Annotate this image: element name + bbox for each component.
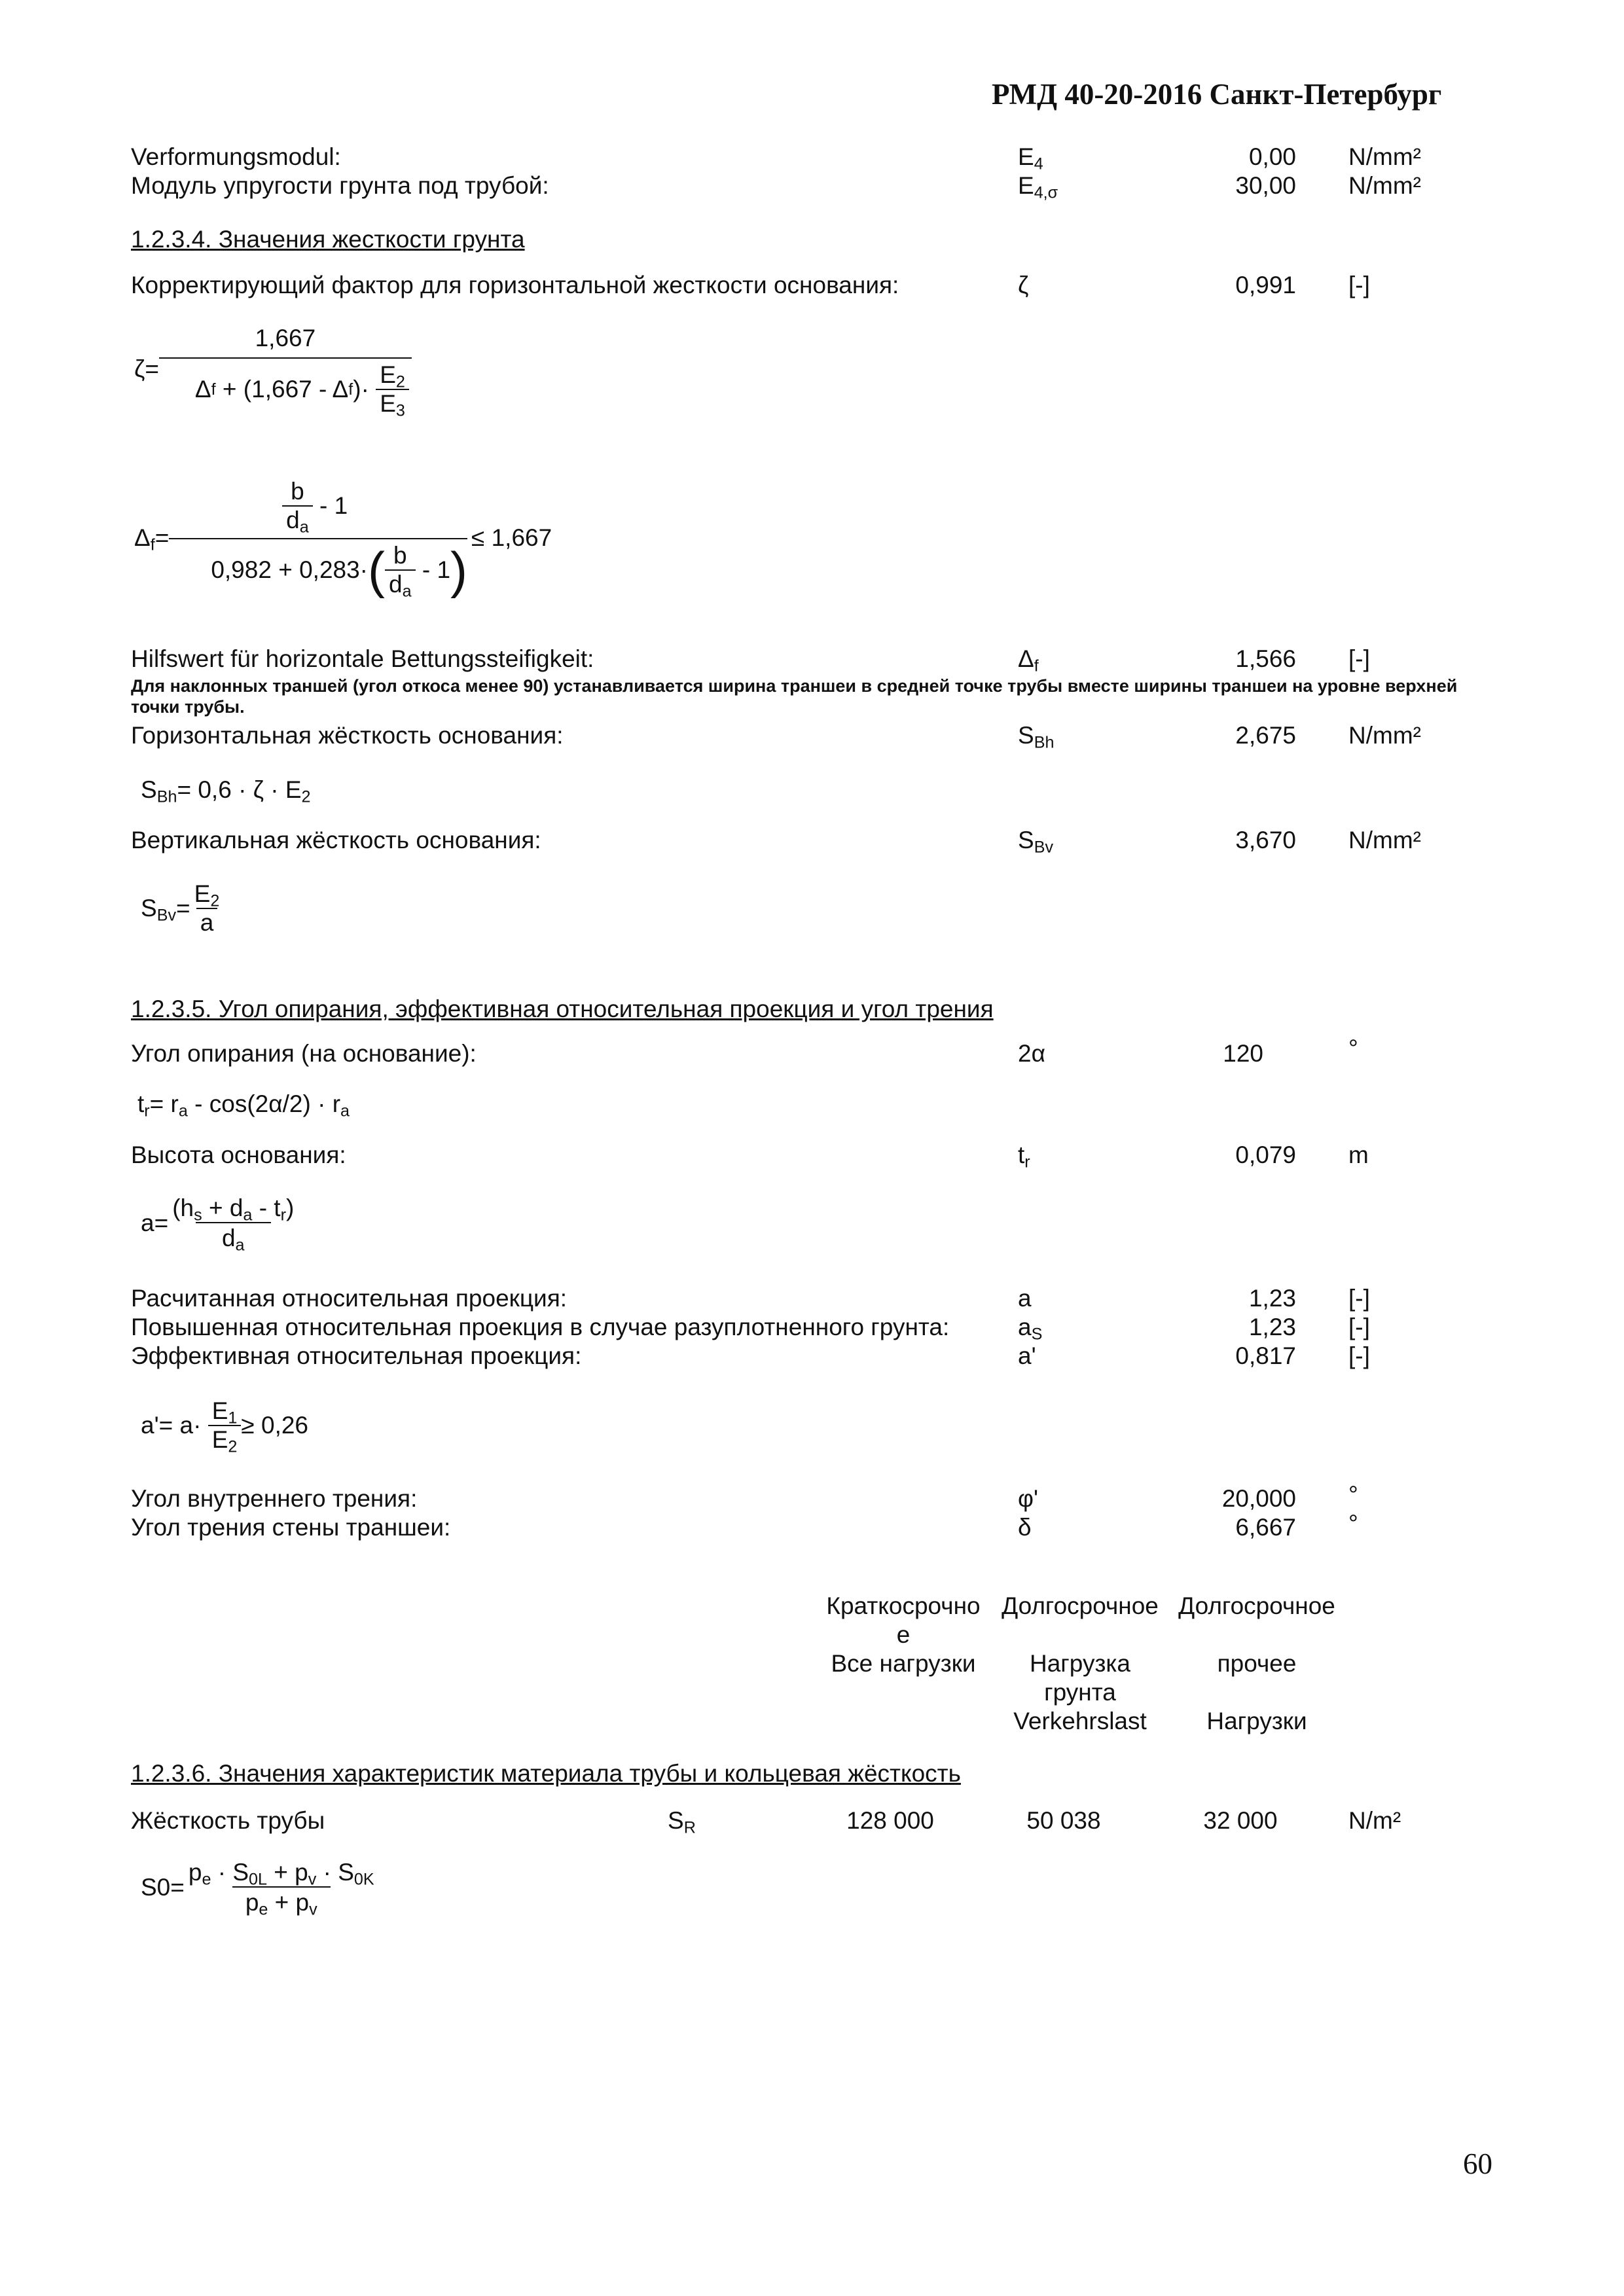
row-symbol: $S_{Bh}$ [1018, 722, 1055, 752]
row-label: Угол опирания (на основание): [131, 1040, 477, 1067]
row-unit: [-] [1348, 1314, 1370, 1340]
row-value: 30,00 [1235, 172, 1296, 199]
row-label: Угол трения стены траншеи: [131, 1514, 451, 1541]
a-eff-formula: a'= a· $\frac{E_1}{E_2}$ ≥ 0,26 [141, 1397, 309, 1456]
note-text: Для наклонных траншей (угол откоса менее 90) устанавливается ширина траншеи в средней точке трубы вместе ширины траншеи на уровне верхней точки трубы. [131, 676, 1458, 717]
load-column-header: Краткосрочно е Все нагрузки [826, 1592, 981, 1677]
row-unit: N/m² [1348, 1807, 1401, 1834]
row-value: 0,00 [1248, 143, 1296, 170]
row-unit: ° [1348, 1481, 1358, 1508]
row-unit: [-] [1348, 1285, 1370, 1312]
row-value: 0,817 [1235, 1342, 1296, 1369]
row-value: 0,991 [1235, 272, 1296, 298]
row-unit: N/mm² [1348, 143, 1421, 170]
row-symbol: $E_4$ [1018, 143, 1043, 173]
document-header: РМД 40-20-2016 Санкт-Петербург [992, 78, 1442, 111]
row-value: 1,23 [1248, 1314, 1296, 1340]
row-unit: [-] [1348, 272, 1370, 298]
tr-formula: $t_r= r_a - \cos(2\alpha/2) \cdot r_a$ [137, 1090, 350, 1121]
row-label: Verformungsmodul: [131, 143, 341, 170]
row-symbol: $t_r$ [1018, 1141, 1030, 1172]
row-unit: [-] [1348, 1342, 1370, 1369]
row-label: Жёсткость трубы [131, 1807, 325, 1834]
row-symbol: a' [1018, 1342, 1036, 1369]
row-symbol: $S_{Bv}$ [1018, 827, 1054, 857]
sbh-formula: $S_{Bh}= 0,6 \cdot \zeta \cdot E_2$ [141, 776, 311, 806]
zeta-formula: ζ= 1,667 Δ f + (1,667 - Δ f )· $\frac{E_2}{E_3}$ [134, 321, 412, 418]
row-value: 0,079 [1235, 1141, 1296, 1168]
row-value: 1,566 [1235, 645, 1296, 672]
row-value: 120 [1223, 1040, 1263, 1067]
delta-formula: $\Delta_f=$ $\frac{b}{d_a}$ - 1 0,982 + 0,283· ( $\frac{b}{d_a}$ - 1 ) ≤ 1,667 [134, 478, 552, 601]
load-column-header: Долгосрочное Нагрузка грунта Verkehrslast [1001, 1592, 1159, 1734]
row-label: Эффективная относительная проекция: [131, 1342, 582, 1369]
row-symbol: δ [1018, 1514, 1032, 1541]
row-label: Горизонтальная жёсткость основания: [131, 722, 564, 749]
row-unit: N/mm² [1348, 722, 1421, 749]
row-label: Высота основания: [131, 1141, 346, 1168]
row-symbol: $E_{4,\sigma}$ [1018, 172, 1058, 202]
section-heading: 1.2.3.6. Значения характеристик материала трубы и кольцевая жёсткость [131, 1760, 961, 1787]
row-value: 20,000 [1221, 1485, 1296, 1512]
row-label: Повышенная относительная проекция в случае разуплотненного грунта: [131, 1314, 950, 1340]
page-number: 60 [1463, 2147, 1492, 2180]
sbv-formula: $S_{Bv}=$ $\frac{E_2}{a}$ [141, 880, 220, 936]
row-value: 50 038 [1026, 1807, 1101, 1834]
row-value: 6,667 [1235, 1514, 1296, 1541]
row-value: 32 000 [1203, 1807, 1278, 1834]
row-value: 2,675 [1235, 722, 1296, 749]
row-symbol: $S_R$ [668, 1807, 696, 1837]
row-unit: [-] [1348, 645, 1370, 672]
row-unit: m [1348, 1141, 1369, 1168]
row-symbol: $\Delta_f$ [1018, 645, 1039, 675]
row-symbol: ζ [1018, 272, 1029, 298]
row-value: 128 000 [846, 1807, 934, 1834]
row-symbol: φ' [1018, 1485, 1039, 1512]
row-unit: N/mm² [1348, 172, 1421, 199]
row-label: Расчитанная относительная проекция: [131, 1285, 568, 1312]
a-formula: a= $\frac{(h_s + d_a - t_r)}{d_a}$ [141, 1194, 295, 1255]
row-label: Вертикальная жёсткость основания: [131, 827, 541, 853]
load-column-header: Долгосрочное прочее Нагрузки [1178, 1592, 1335, 1734]
row-label: Корректирующий фактор для горизонтальной жесткости основания: [131, 272, 899, 298]
row-symbol: a [1018, 1285, 1032, 1312]
section-heading: 1.2.3.5. Угол опирания, эффективная относительная проекция и угол трения [131, 996, 994, 1022]
row-label: Hilfswert für horizontale Bettungssteifigkeit: [131, 645, 594, 672]
section-heading: 1.2.3.4. Значения жесткости грунта [131, 226, 525, 253]
row-symbol: $a_S$ [1018, 1314, 1043, 1344]
row-value: 1,23 [1248, 1285, 1296, 1312]
row-unit: N/mm² [1348, 827, 1421, 853]
row-label: Модуль упругости грунта под трубой: [131, 172, 549, 199]
s0-formula: S0= $\frac{p_e \cdot S_{0L} + p_v \cdot S_{0K}}{p_e + p_v}$ [141, 1859, 374, 1919]
row-label: Угол внутреннего трения: [131, 1485, 418, 1512]
row-value: 3,670 [1235, 827, 1296, 853]
row-unit: ° [1348, 1035, 1358, 1062]
row-symbol: 2α [1018, 1040, 1045, 1067]
row-unit: ° [1348, 1510, 1358, 1537]
